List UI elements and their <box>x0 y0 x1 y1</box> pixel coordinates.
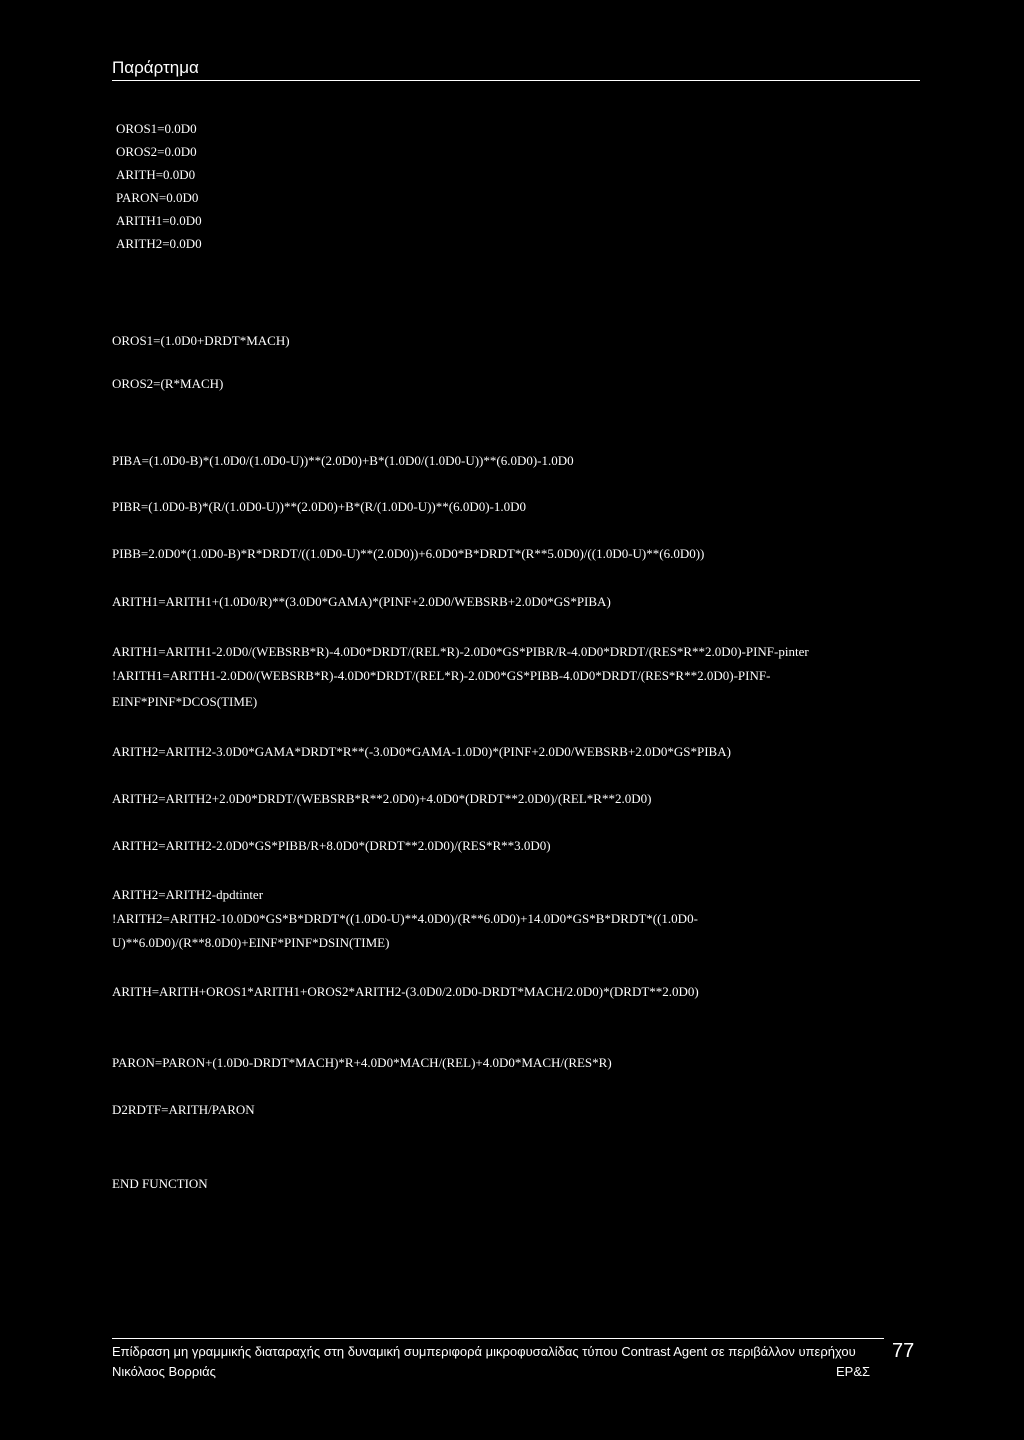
code-line-piba: PIBA=(1.0D0-B)*(1.0D0/(1.0D0-U))**(2.0D0)+B*(1.0D0/(1.0D0-U))**(6.0D0)-1.0D0 <box>112 453 574 468</box>
header-divider <box>112 80 920 81</box>
code-line-arith2-d: ARITH2=ARITH2-dpdtinter <box>112 887 264 902</box>
page-header-title: Παράρτημα <box>112 58 199 77</box>
code-line-oros1: OROS1=(1.0D0+DRDT*MACH) <box>112 333 290 348</box>
code-line-arith2-e: !ARITH2=ARITH2-10.0D0*GS*B*DRDT*((1.0D0-U)**4.0D0)/(R**6.0D0)+14.0D0*GS*B*DRDT*((1.0D0- <box>112 911 698 926</box>
footer-divider <box>112 1338 884 1339</box>
code-line-arith2-b: ARITH2=ARITH2+2.0D0*DRDT/(WEBSRB*R**2.0D0)+4.0D0*(DRDT**2.0D0)/(REL*R**2.0D0) <box>112 791 652 806</box>
code-line-arith: ARITH=ARITH+OROS1*ARITH1+OROS2*ARITH2-(3.0D0/2.0D0-DRDT*MACH/2.0D0)*(DRDT**2.0D0) <box>112 984 699 999</box>
code-line-init-oros1: OROS1=0.0D0 <box>116 121 197 136</box>
code-line-pibr: PIBR=(1.0D0-B)*(R/(1.0D0-U))**(2.0D0)+B*(R/(1.0D0-U))**(6.0D0)-1.0D0 <box>112 499 527 514</box>
code-line-init-paron: PARON=0.0D0 <box>116 190 199 205</box>
code-line-end-function: END FUNCTION <box>112 1176 208 1191</box>
footer-author: Νικόλαος Βορριάς <box>112 1364 216 1379</box>
code-line-arith1-d: EINF*PINF*DCOS(TIME) <box>112 694 258 709</box>
code-line-pibb: PIBB=2.0D0*(1.0D0-B)*R*DRDT/((1.0D0-U)**(2.0D0))+6.0D0*B*DRDT*(R**5.0D0)/((1.0D0-U)**(6.0D0)) <box>112 546 705 561</box>
code-line-init-arith1: ARITH1=0.0D0 <box>116 213 202 228</box>
code-line-init-arith: ARITH=0.0D0 <box>116 167 196 182</box>
code-line-paron: PARON=PARON+(1.0D0-DRDT*MACH)*R+4.0D0*MACH/(REL)+4.0D0*MACH/(RES*R) <box>112 1055 612 1070</box>
code-line-oros2: OROS2=(R*MACH) <box>112 376 224 391</box>
code-line-d2rdtf: D2RDTF=ARITH/PARON <box>112 1102 255 1117</box>
footer-journal: ΕΡ&Σ <box>836 1364 871 1379</box>
code-line-init-arith2: ARITH2=0.0D0 <box>116 236 202 251</box>
code-line-arith2-a: ARITH2=ARITH2-3.0D0*GAMA*DRDT*R**(-3.0D0*GAMA-1.0D0)*(PINF+2.0D0/WEBSRB+2.0D0*GS*PIBA) <box>112 744 731 759</box>
code-line-arith1-b: ARITH1=ARITH1-2.0D0/(WEBSRB*R)-4.0D0*DRDT/(REL*R)-2.0D0*GS*PIBR/R-4.0D0*DRDT/(RES*R**2.0D0)-PINF-pinter <box>112 644 809 659</box>
code-line-init-oros2: OROS2=0.0D0 <box>116 144 197 159</box>
code-line-arith2-f: U)**6.0D0)/(R**8.0D0)+EINF*PINF*DSIN(TIME) <box>112 935 390 950</box>
page-number: 77 <box>892 1340 915 1362</box>
footer-thesis-title: Επίδραση μη γραμμικής διαταραχής στη δυναμική συμπεριφορά μικροφυσαλίδας τύπου Contrast Agent σε περιβάλλον υπερήχου <box>112 1344 856 1359</box>
code-line-arith2-c: ARITH2=ARITH2-2.0D0*GS*PIBB/R+8.0D0*(DRDT**2.0D0)/(RES*R**3.0D0) <box>112 838 551 853</box>
code-line-arith1-a: ARITH1=ARITH1+(1.0D0/R)**(3.0D0*GAMA)*(PINF+2.0D0/WEBSRB+2.0D0*GS*PIBA) <box>112 594 611 609</box>
code-line-arith1-c: !ARITH1=ARITH1-2.0D0/(WEBSRB*R)-4.0D0*DRDT/(REL*R)-2.0D0*GS*PIBB-4.0D0*DRDT/(RES*R**2.0D0)-PINF- <box>112 668 771 683</box>
